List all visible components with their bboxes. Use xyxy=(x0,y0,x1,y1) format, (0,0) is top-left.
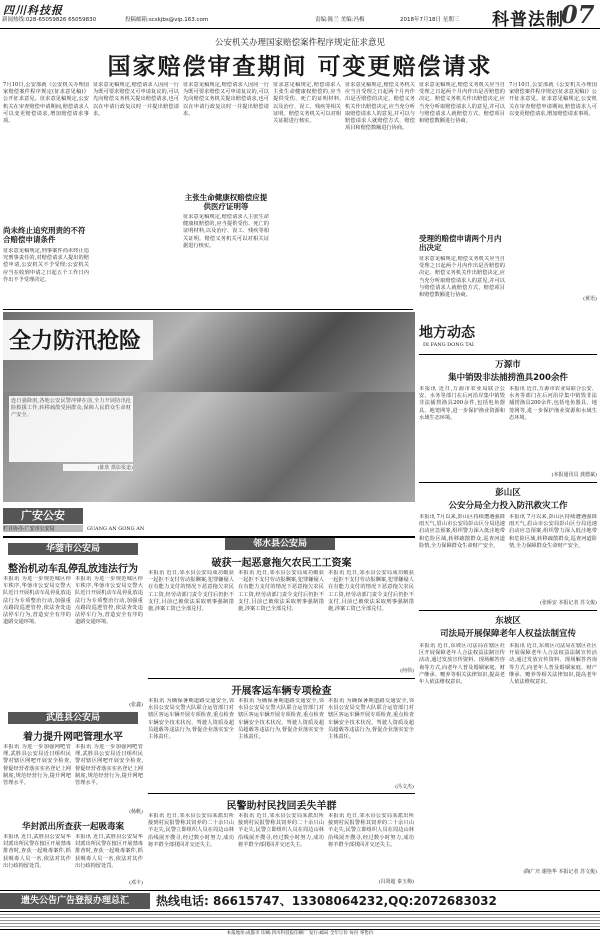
linshui-s2-title: 开展客运车辆专项检查 xyxy=(231,686,332,697)
page-footer: 本报地址:成都市 印刷:四川科技报印刷厂 发行:邮局 全年订价 每份 零售价 xyxy=(0,929,600,936)
lead-body-5b: 征求意见稿规定,赔偿义务机关应当自受理之日起两个月内作出是否赔偿的决定。赔偿义务机关作出赔偿决定,应当充分听取赔偿请求人的意见,并可以与赔偿请求人就赔偿方式、赔偿项目和赔偿数额进行协商。 xyxy=(345,82,415,132)
ad-hotline: 热线电话: 86615747、13308064232,QQ:2072683032 xyxy=(156,894,497,908)
news-hotline: 新闻热线:028-65059826 65059830 xyxy=(2,17,97,23)
guangan-banner-en: GUANG AN GONG AN xyxy=(87,526,145,532)
lead-body-5: 征求意见稿规定,赔偿义务机关应当自受理之日起两个月内作出是否赔偿的决定。赔偿义务机关作出赔偿决定,应当充分听取赔偿请求人的意见,并可以与赔偿请求人就赔偿方式、赔偿项目和赔偿数额进行协商。 xyxy=(419,82,505,125)
linshui-s1-body-c: 本报讯 近日,邻水县公安局成功破获一起拒不支付劳动报酬案,犯罪嫌疑人在有能力支付的情况下恶意拖欠农民工工资,经劳动部门责令支付后仍拒不支付,目前已被依法采取刑事强制措施,涉案工资已全部兑付。 xyxy=(328,570,414,613)
lead-body-2: 征求意见稿规定,赔偿请求人因同一行为既可要求赔偿又可申请复议的,可以先向赔偿义务机关提出赔偿请求,也可以在申请行政复议时一并提出赔偿请求。 xyxy=(93,82,179,117)
divider xyxy=(419,610,597,611)
local-s1-byline: (本报通讯员 龚德斌) xyxy=(551,472,597,478)
photo-caption: 连日强降雨,各地公安民警冲锋在前,全力开展防汛抢险救援工作,转移疏散受困群众,保障人民群众生命财产安全。 xyxy=(9,396,133,462)
lead-byline: (黄语) xyxy=(583,296,597,302)
guangan-s3-body: 本报讯 近日,武胜县公安局华封派出所民警在辖区开展禁毒排查时,查获一起吸毒案件,抓获吸毒人员一名,依法对其作出行政拘留处罚。 xyxy=(3,834,71,869)
linshui-s1-byline: (何伟) xyxy=(400,668,414,674)
lead-subhead-3: 受理的赔偿申请两个月内出决定 xyxy=(419,234,502,252)
guangan-s1-body-b: 本报讯 为进一步规范城区停车秩序,华蓥市公安局交警大队近日开展机动车乱停乱放违法行为专项整治行动,加强重点路段巡逻管控,依法查处违法停车行为,营造安全有序的道路交通环境。 xyxy=(75,576,143,626)
guangan-s1-body: 本报讯 为进一步规范城区停车秩序,华蓥市公安局交警大队近日开展机动车乱停乱放违法行为专项整治行动,加强重点路段巡逻管控,依法查处违法停车行为,营造安全有序的道路交通环境。 xyxy=(3,576,71,626)
linshui-s3-title: 民警助村民找回丢失羊群 xyxy=(226,801,337,812)
guangan-s1-unit: 华蓥市公安局 xyxy=(8,543,138,555)
linshui-s3-byline: (冯贤超 秦玉梅) xyxy=(378,879,414,885)
local-s3-place: 东坡区 xyxy=(495,616,521,626)
page-number: 07 xyxy=(561,0,595,29)
guangan-s1-byline: (张鑫) xyxy=(129,702,143,708)
divider xyxy=(3,309,413,310)
linshui-s3-body-b: 本报讯 近日,邻水县公安局某派出所接到村民报警称其饲养的二十余只山羊走失,民警立即组织人员在周边山林沿线展开搜寻,经过数小时努力,成功将羊群全部找回并交还失主。 xyxy=(238,813,324,848)
local-s2-body-b: 本报讯 7月以来,彭山区持续遭遇强降雨天气,眉山市公安局彭山区分局迅速启动应急预案,组织警力深入低洼地带和危险区域,转移疏散群众,巡查河道险情,全力保障群众生命财产安全。 xyxy=(509,514,597,549)
lead-subhead-2: 主张生命健康权赔偿应提供医疗证明等 xyxy=(184,193,268,211)
guangan-s3-title: 华封派出所查获一起吸毒案 xyxy=(21,822,124,832)
guangan-s2-unit: 武胜县公安局 xyxy=(8,712,138,724)
photo-story-title: 全力防汛抢险 xyxy=(9,329,142,354)
divider xyxy=(148,678,415,679)
linshui-s2-body-b: 本报讯 为确保暑期道路交通安全,邻水县公安局交警大队联合运管部门对辖区客运车辆开展专项检查,重点检查车辆安全技术状况、驾驶人资质及超员超载等违法行为,督促企业落实安全主体责任。 xyxy=(238,698,324,741)
local-s3-body: 本报讯 近日,东坡区司法局在辖区社区开展保障老年人合法权益法制宣传活动,通过发放宣传资料、现场解答咨询等方式,向老年人普及婚姻家庭、财产继承、赡养等相关法律知识,提高老年人依法维权意识。 xyxy=(419,643,505,686)
local-s2-body: 本报讯 7月以来,彭山区持续遭遇强降雨天气,眉山市公安局彭山区分局迅速启动应急预案,组织警力深入低洼地带和危险区域,转移疏散群众,巡查河道险情,全力保障群众生命财产安全。 xyxy=(419,514,505,549)
lead-subhead-1: 尚未终止追究刑责的不符合赔偿申请条件 xyxy=(3,226,86,244)
linshui-s1-body-b: 本报讯 近日,邻水县公安局成功破获一起拒不支付劳动报酬案,犯罪嫌疑人在有能力支付的情况下恶意拖欠农民工工资,经劳动部门责令支付后仍拒不支付,目前已被依法采取刑事强制措施,涉案工资已全部兑付。 xyxy=(238,570,324,613)
divider xyxy=(148,793,415,794)
classified-ads xyxy=(0,912,600,928)
lead-body-4b: 征求意见稿规定,赔偿请求人主张生命健康权赔偿的,应当提供受伤、死亡的证明材料,以及治疗、误工、残疾等相关证明。赔偿义务机关可以对相关证据进行核实。 xyxy=(273,82,341,125)
ad-strip xyxy=(0,890,600,912)
issue-date: 2018年7月18日 星期三 xyxy=(400,17,460,23)
guangan-header xyxy=(3,506,415,538)
local-s2-byline: (张桥安 本报记者 苏文俊) xyxy=(539,600,597,606)
local-news-banner-en: DI FANG DONG TAI xyxy=(423,342,474,348)
guangan-s1-title: 整治机动车乱停乱放违法行为 xyxy=(8,564,138,575)
guangan-s3-body-b: 本报讯 近日,武胜县公安局华封派出所民警在辖区开展禁毒排查时,查获一起吸毒案件,抓获吸毒人员一名,依法对其作出行政拘留处罚。 xyxy=(75,834,143,869)
guangan-banner-sub: 栏目协办:广安市公安局 xyxy=(3,525,83,532)
paper-name: 四川科技报 xyxy=(3,4,63,17)
divider xyxy=(419,482,597,483)
submission-email: 投稿邮箱:scskjbs@vip.163.com xyxy=(125,17,209,23)
photo-byline: (陈欣 摄影报道) xyxy=(63,464,133,471)
guangan-s2-body: 本报讯 为进一步加强网吧管理,武胜县公安局近日组织民警对辖区网吧开展安全检查,督促经营者落实实名登记上网制度,规范经营行为,提升网吧管理水平。 xyxy=(3,744,71,787)
lead-headline: 国家赔偿审查期间 可变更赔偿请求 xyxy=(107,54,493,80)
lead-body-1b: 7月10日,公安部就《公安机关办理国家赔偿案件程序规定(征求意见稿)》公开征求意见。征求意见稿规定,公安机关在审查赔偿申请期间,赔偿请求人可以变更赔偿请求,增加赔偿请求事项。 xyxy=(509,82,597,117)
lead-body-5c: 征求意见稿规定,赔偿义务机关应当自受理之日起两个月内作出是否赔偿的决定。赔偿义务机关作出赔偿决定,应当充分听取赔偿请求人的意见,并可以与赔偿请求人就赔偿方式、赔偿项目和赔偿数额进行协商。 xyxy=(419,256,505,299)
linshui-unit: 邻水县公安局 xyxy=(225,538,335,550)
linshui-s1-body: 本报讯 近日,邻水县公安局成功破获一起拒不支付劳动报酬案,犯罪嫌疑人在有能力支付的情况下恶意拖欠农民工工资,经劳动部门责令支付后仍拒不支付,目前已被依法采取刑事强制措施,涉案工资已全部兑付。 xyxy=(148,570,234,613)
local-s2-title: 公安分局全力投入防汛救灾工作 xyxy=(448,501,568,511)
linshui-s1-title: 破获一起恶意拖欠农民工工资案 xyxy=(211,558,352,569)
linshui-s3-body: 本报讯 近日,邻水县公安局某派出所接到村民报警称其饲养的二十余只山羊走失,民警立即组织人员在周边山林沿线展开搜寻,经过数小时努力,成功将羊群全部找回并交还失主。 xyxy=(148,813,234,848)
guangan-s2-title: 着力提升网吧管理水平 xyxy=(23,732,123,743)
lead-body-3: 征求意见稿规定,刑事案件尚未终止追究刑事责任的,对赔偿请求人提出的赔偿申请,公安机关不予受理;公安机关应当在收到申请之日起五个工作日内作出不予受理决定。 xyxy=(3,248,89,283)
lead-body-2b: 征求意见稿规定,赔偿请求人因同一行为既可要求赔偿又可申请复议的,可以先向赔偿义务机关提出赔偿请求,也可以在申请行政复议时一并提出赔偿请求。 xyxy=(183,82,269,117)
guangan-s2-body-b: 本报讯 为进一步加强网吧管理,武胜县公安局近日组织民警对辖区网吧开展安全检查,督促经营者落实实名登记上网制度,规范经营行为,提升网吧管理水平。 xyxy=(75,744,143,787)
masthead xyxy=(0,0,600,29)
guangan-banner: 广安公安 xyxy=(3,508,83,524)
linshui-s2-body-c: 本报讯 为确保暑期道路交通安全,邻水县公安局交警大队联合运管部门对辖区客运车辆开展专项检查,重点检查车辆安全技术状况、驾驶人资质及超员超载等违法行为,督促企业落实安全主体责任。 xyxy=(328,698,414,741)
lead-kicker: 公安机关办理国家赔偿案件程序规定征求意见 xyxy=(214,38,385,48)
flood-rescue-photo-lower xyxy=(3,392,415,502)
local-s1-body-b: 本报讯 近日,万源市农业局联合公安、水务等部门在后河沿岸集中销毁非法捕捞渔具200余件,包括电鱼器具、地笼网等,进一步保护渔业资源和水域生态环境。 xyxy=(509,386,597,421)
local-s1-title: 集中销毁非法捕捞渔具200余件 xyxy=(448,373,568,383)
guangan-s2-byline: (杨帆) xyxy=(129,809,143,815)
linshui-s2-body: 本报讯 为确保暑期道路交通安全,邻水县公安局交警大队联合运管部门对辖区客运车辆开展专项检查,重点检查车辆安全技术状况、驾驶人资质及超员超载等违法行为,督促企业落实安全主体责任。 xyxy=(148,698,234,741)
editors: 责编:陈兰 美编:冯梅 xyxy=(315,17,365,23)
ad-label: 遗失公告广告登报办理总汇 xyxy=(0,893,150,909)
guangan-s3-byline: (邓丰) xyxy=(129,880,143,886)
lead-body-4: 征求意见稿规定,赔偿请求人主张生命健康权赔偿的,应当提供受伤、死亡的证明材料,以及治疗、误工、残疾等相关证明。赔偿义务机关可以对相关证据进行核实。 xyxy=(183,214,269,249)
lead-body-1: 7月10日,公安部就《公安机关办理国家赔偿案件程序规定(征求意见稿)》公开征求意见。征求意见稿规定,公安机关在审查赔偿申请期间,赔偿请求人可以变更赔偿请求,增加赔偿请求事项。 xyxy=(3,82,89,125)
local-s1-body: 本报讯 近日,万源市农业局联合公安、水务等部门在后河沿岸集中销毁非法捕捞渔具200余件,包括电鱼器具、地笼网等,进一步保护渔业资源和水域生态环境。 xyxy=(419,386,505,421)
section-title: 科普法制 xyxy=(492,10,564,30)
local-s3-body-b: 本报讯 近日,东坡区司法局在辖区社区开展保障老年人合法权益法制宣传活动,通过发放宣传资料、现场解答咨询等方式,向老年人普及婚姻家庭、财产继承、赡养等相关法律知识,提高老年人依法维权意识。 xyxy=(509,643,597,686)
linshui-s2-byline: (冯文杰) xyxy=(395,784,414,790)
local-s2-place: 彭山区 xyxy=(495,488,521,498)
local-news-header xyxy=(419,312,597,355)
local-s1-place: 万源市 xyxy=(495,360,521,370)
local-s3-byline: (陶广庆 谢艳华 本报记者 苏文俊) xyxy=(523,869,597,875)
flood-rescue-photo xyxy=(3,312,415,392)
local-s3-title: 司法局开展保障老年人权益法制宣传 xyxy=(439,629,576,639)
linshui-s3-body-c: 本报讯 近日,邻水县公安局某派出所接到村民报警称其饲养的二十余只山羊走失,民警立即组织人员在周边山林沿线展开搜寻,经过数小时努力,成功将羊群全部找回并交还失主。 xyxy=(328,813,414,848)
local-news-banner: 地方动态 xyxy=(419,325,475,341)
